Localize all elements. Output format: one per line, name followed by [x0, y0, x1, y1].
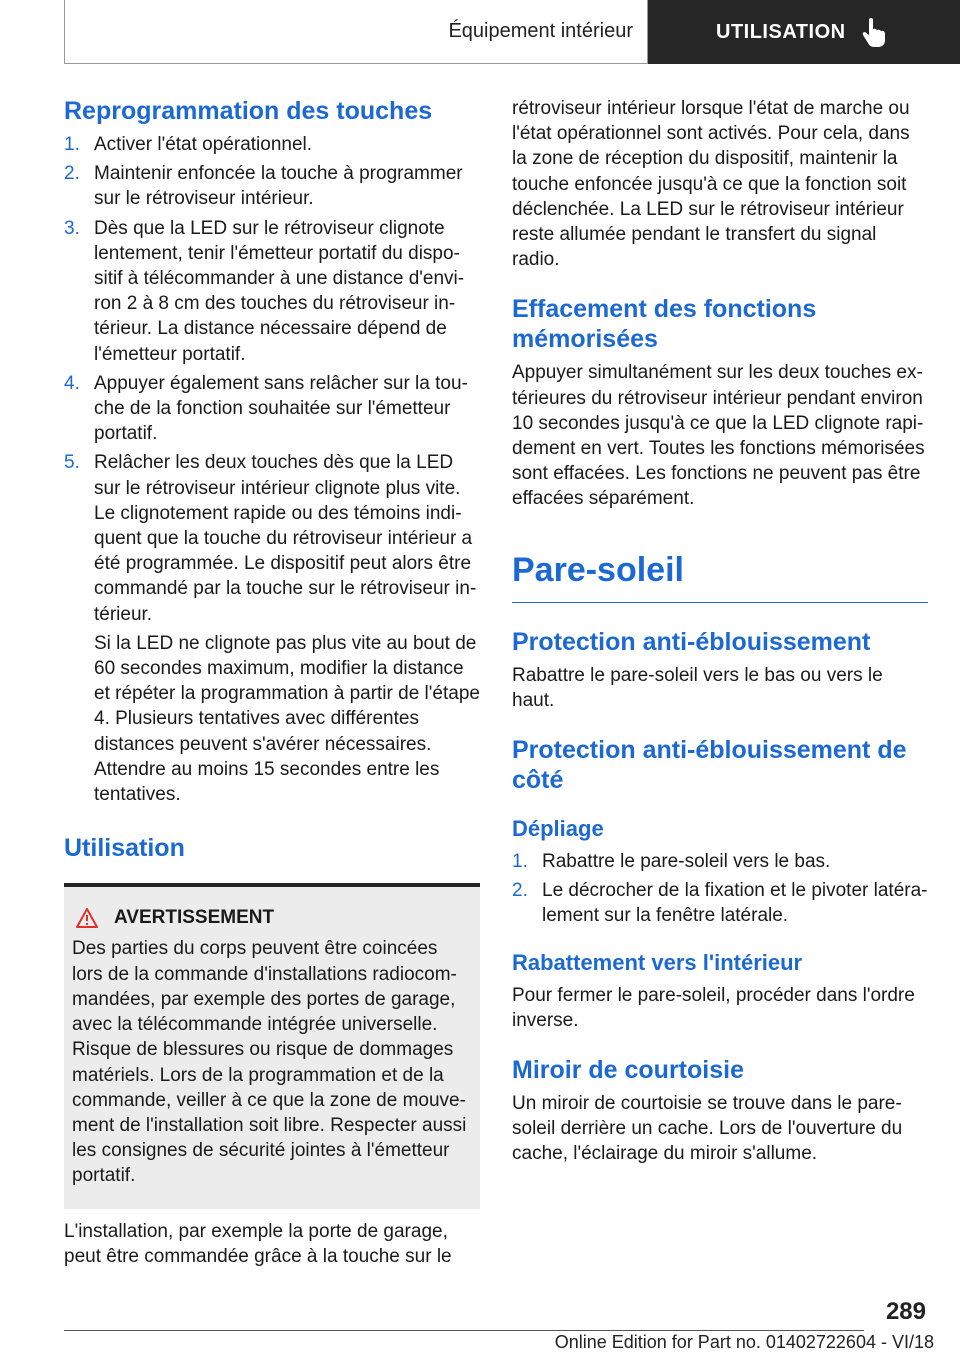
- heading-protection-cote: Protection anti-éblouissement de côté: [512, 736, 907, 795]
- list-item: 3. Dès que la LED sur le rétroviseur clignote lentement, tenir l'émetteur portatif du dispositif à télécommander à une distance d'environ 2 à 8 cm des touches du rétroviseur intérieur. La distance nécessaire dépend de l'émetteur portatif.: [64, 217, 465, 365]
- heading-reprogrammation: Reprogrammation des touches: [64, 97, 433, 125]
- protection-text: Rabattre le pare-soleil vers le bas ou vers le haut.: [512, 664, 883, 711]
- list-item: 1. Rabattre le pare-soleil vers le bas.: [512, 851, 831, 873]
- chapter-title: UTILISATION: [716, 20, 846, 43]
- heading-utilisation: Utilisation: [64, 834, 185, 863]
- page-number: 289: [885, 1298, 926, 1325]
- continued-text: rétroviseur intérieur lorsque l'état de marche ou l'état opérationnel sont activés. Pour cela, dans la zone de réception du dispositif, maintenir la touche enfoncée jusqu'à ce que la fonction soit déclenchée. La LED sur le rétroviseur intérieur reste allumée pendant le transfert du signal radio.: [512, 98, 910, 271]
- list-item: 5. Relâcher les deux touches dès que la LED sur le rétroviseur intérieur clignote plus vite. Le clignotement rapide ou des témoins indiquent que la touche du rétroviseur intérieur a été programmée. Le dispositif peut alors être commandé par la touche sur le rétroviseur intérieur.: [64, 452, 477, 625]
- header-chapter-tab: [648, 0, 960, 64]
- depliage-steps: [512, 849, 928, 929]
- heading-pare-soleil: Pare-soleil: [512, 548, 928, 603]
- heading-effacement: Effacement des fonctions mémorisées: [512, 295, 817, 354]
- warning-text: Des parties du corps peuvent être coincées lors de la commande d'installations radiocommandées, par exemple des portes de garage, avec la télécommande intégrée universelle. Risque de blessures ou risque de dommages matériels. Lors de la programmation et de la commande, veiller à ce que la zone de mouvement de l'installation soit libre. Respecter aussi les consignes de sécurité jointes à l'émetteur portatif.: [72, 938, 467, 1187]
- heading-rabattement: Rabattement vers l'intérieur: [512, 949, 803, 975]
- warning-box: [64, 883, 480, 1208]
- reprogramming-steps: [64, 132, 480, 627]
- list-item: 1. Activer l'état opérationnel.: [64, 134, 313, 155]
- step5-note: Si la LED ne clignote pas plus vite au bout de 60 secondes maximum, modifier la distance et répéter la programmation à partir de l'étape 4. Plusieurs tentatives avec différentes distances peuvent s'avérer nécessaires. Attendre au moins 15 secondes entre les tentatives.: [94, 632, 480, 806]
- section-title: Équipement intérieur: [448, 20, 633, 42]
- miroir-text: Un miroir de courtoisie se trouve dans le pare-soleil derrière un cache. Lors de l'ouverture du cache, l'éclairage du miroir s'allume.: [512, 1093, 903, 1165]
- utilisation-text: L'installation, par exemple la porte de garage, peut être commandée grâce à la touche sur le: [64, 1220, 452, 1267]
- list-item: 2. Le décrocher de la fixation et le pivoter latéralement sur la fenêtre latérale.: [512, 880, 928, 927]
- footer-divider: [64, 1330, 864, 1331]
- heading-miroir: Miroir de courtoisie: [512, 1056, 744, 1085]
- heading-depliage: Dépliage: [512, 816, 604, 842]
- warning-title: AVERTISSEMENT: [114, 907, 275, 929]
- list-item: 4. Appuyer également sans relâcher sur la touche de la fonction souhaitée sur l'émetteur portatif.: [64, 372, 468, 445]
- list-item: 2. Maintenir enfoncée la touche à programmer sur le rétroviseur intérieur.: [64, 163, 463, 210]
- header-section-title: [64, 0, 648, 64]
- heading-protection: Protection anti-éblouissement: [512, 627, 871, 656]
- pointing-hand-icon: [862, 17, 888, 47]
- left-column: [64, 96, 480, 1269]
- warning-triangle-icon: [76, 908, 98, 928]
- effacement-text: Appuyer simultanément sur les deux touches extérieures du rétroviseur intérieur pendant environ 10 secondes jusqu'à ce que la LED clignote rapidement en vert. Toutes les fonctions mémorisées sont effacées. Les fonctions ne peuvent pas être effacées séparément.: [512, 362, 925, 510]
- footer-edition: Online Edition for Part no. 01402722604 - VI/18: [554, 1332, 934, 1352]
- rabattement-text: Pour fermer le pare-soleil, procéder dans l'ordre inverse.: [512, 984, 915, 1031]
- warning-title-row: [72, 905, 472, 930]
- right-column: [512, 96, 928, 1167]
